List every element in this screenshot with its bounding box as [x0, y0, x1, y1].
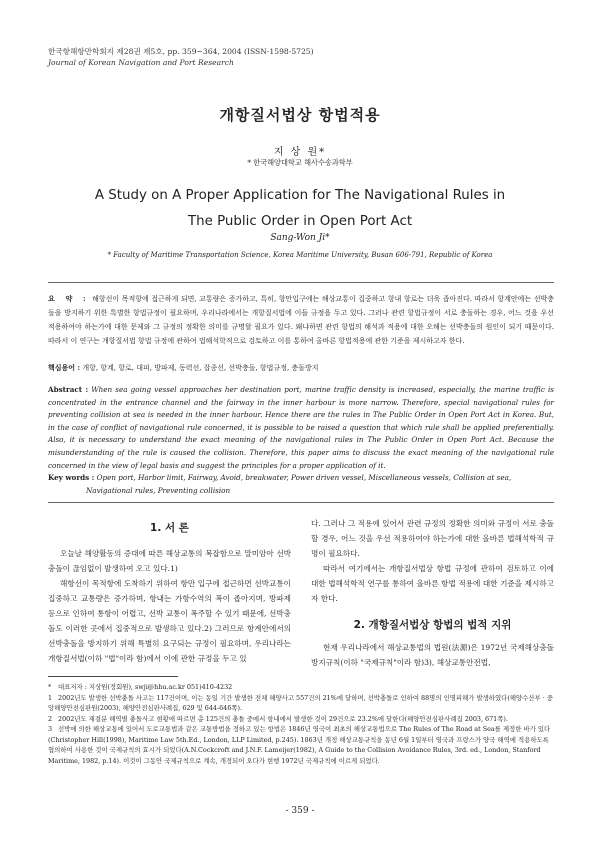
keywords-ko-text: 개항, 항계, 항로, 대피, 방파제, 동력선, 잡종선, 선박충돌, 항법규정, 충돌방지 — [82, 364, 319, 372]
footnote-author: * 대표저자 : 지상원(정회원), swji@hhu.ac.kr 051)410-4232 — [48, 683, 233, 691]
journal-header — [48, 46, 314, 68]
author-ko: 지 상 원* — [273, 147, 327, 158]
right-column-paragraph-1: 다. 그러나 그 적용에 있어서 관련 규정의 정확한 의미와 규정이 서로 충돌할 경우, 어느 것을 우선 적용하여야 하는가에 대한 올바른 법해석학적 규명이 필요하다. — [311, 519, 554, 558]
paper-title-en — [40, 183, 560, 235]
abstract-top-rule — [48, 282, 554, 283]
section-2-body — [311, 640, 554, 670]
abstract-ko — [48, 292, 554, 348]
abstract-bottom-rule — [48, 502, 554, 503]
right-column-paragraph-2: 따라서 여기에서는 개항질서법상 항법 규정에 관하여 검토하고 이에 대한 법해석학적 연구를 통하여 올바른 항법 적용에 대한 기준을 제시하고자 한다. — [311, 564, 554, 603]
affiliation-en: * Faculty of Maritime Transportation Science, Korea Maritime University, Busan 606-791, Republic of Korea — [107, 251, 493, 259]
abstract-en-label: Abstract : — [48, 385, 89, 394]
keywords-en — [48, 472, 554, 497]
left-column — [48, 546, 291, 666]
abstract-ko-text: 해항선이 목적항에 접근하게 되면, 교통량은 증가하고, 특히, 항만입구에는 해상교통이 집중하고 항내 항로는 더욱 좁아진다. 따라서 항계안에는 선박충돌을 방지하기 위한 특별한 항법규정이 필요하며, 우리나라에서는 개항질서법에 이들 규정을 두고 있다. 그러나 관련 항법규정이 서로 충돌하는 경우, 어느 것을 우선 적용하여야 하는가에 대한 문제와 그 규정의 정확한 의미를 규명할 필요가 있다. 왜냐하면 관련 항법의 해석과 적용에 대한 오해는 선박충돌의 원인이 되기 때문이다. 따라서 이 연구는 개항질서법 항법 규정에 관하여 법해석학적으로 검토하고 이를 통하여 올바른 항법적용에 관한 기준을 제시하고자 한다. — [48, 295, 554, 345]
keywords-en-line2: Navigational rules, Preventing collision — [86, 485, 231, 495]
footnote-1: 1 2002년도 발생한 선박충돌 사고는 117건이며, 이는 동일 기간 발생한 전체 해양사고 557건의 21%에 달하며, 선박충돌로 인하여 88명의 인명피해가 발생하였다(해양수산부 · 중앙해양안전심판원(2003), 해양안전심판사례집, 629 및 644-646쪽). — [48, 693, 553, 712]
abstract-ko-label: 요 약 : — [48, 294, 90, 303]
abstract-en-text: When sea going vessel approaches her destination port, marine traffic density is increased, especially, the marine traffic is concentrated in the entrance channel and the fairway in the inner harbour is more narrow. Therefore, special navigational rules for preventing collision at sea is needed in the inner harbour. Hence there are the rules in The Public Order in Open Port Act in Korea. But, in the case of conflict of navigational rule concerned, it is possible to be raised a question that which rule shall be applied preferentially. Also, it is necessary to understand the exact meaning of the navigational rules in The Public Order in Open Port Act. Because the misunderstanding of the rule is caused the collision. Therefore, this paper aims to discuss the exact meaning of the navigational rule concerned in the view of legal basis and suggest the principles for a proper application of it. — [48, 385, 554, 470]
section-1-heading: 1. 서 론 — [150, 522, 189, 534]
keywords-en-label: Key words : — [48, 473, 95, 482]
footnotes — [48, 682, 554, 766]
paper-title-ko: 개항질서법상 항법적용 — [219, 106, 381, 124]
journal-line-en: Journal of Korean Navigation and Port Research — [48, 58, 234, 67]
journal-line-ko: 한국항해항만학회지 제28권 제5호, pp. 359~364, 2004 (ISSN-1598-5725) — [48, 47, 314, 56]
keywords-ko-label: 핵심용어 : — [48, 363, 81, 372]
footnote-3: 3 선박에 의한 해상교통에 있어서 도로교통법과 같은 교통방법을 정하고 있는 항법은 1846년 영국이 최초의 해상교통법으로 The Rules of The Road at Sea를 제정한 바가 있다(Christopher Hill(1998), Maritime Law 5th.Ed., London, LLP Limited, p.245). 1863년 개정 해상교통규칙을 동년 6월 1일부터 영국과 프랑스가 양국 해역에 적용하도록 협의하여 사용한 것이 국제규칙의 효시가 되었다(A.N.Cockcroft and J.N.F. Lameijer(1982), A Guide to the Collision Avoidance Rules, 3rd. ed., London, Stanford Maritime, 1982, p.14). 이것이 그동안 국제규칙으로 계속, 개정되어 오다가 현행 1972년 국제규칙에 이르게 되었다. — [48, 725, 551, 765]
section-2-heading: 2. 개항질서법상 항법의 법적 지위 — [353, 619, 512, 631]
keywords-en-line1: Open port, Harbor limit, Fairway, Avoid, breakwater, Power driven vessel, Miscellaneous vessels, Collision at sea, — [96, 473, 512, 482]
abstract-en — [48, 384, 554, 472]
right-column — [311, 516, 554, 606]
paper-title-en-line2: The Public Order in Open Port Act — [187, 214, 413, 229]
section-1-paragraph-1: 오늘날 해양활동의 증대에 따른 해상교통의 복잡함으로 말미암아 선박충돌이 끊임없이 발생하여 오고 있다.1) — [48, 549, 291, 573]
affiliation-ko: * 한국해양대학교 해사수송과학부 — [247, 158, 353, 167]
author-en: Sang-Won Ji* — [270, 233, 330, 243]
keywords-ko — [48, 362, 554, 374]
section-1-paragraph-2: 해항선이 목적항에 도착하기 위하여 항만 입구에 접근하면 선박교통이 집중하고 교통량은 증가하며, 항내는 가항수역의 폭이 좁아지며, 방파제 등으로 인하여 통항이 어렵고, 선박 교통이 폭주할 수 있기 때문에, 선박충돌도 이러한 곳에서 집중적으로 발생하고 있다.2) 그러므로 항계안에서의 선박충돌을 방지하기 위해 특별히 요구되는 규정이 필요하며, 우리나라는 개항질서법(이하 "법"이라 함)에서 이에 관한 규정을 두고 있 — [48, 579, 291, 663]
footnote-rule — [48, 676, 178, 677]
paper-title-en-line1: A Study on A Proper Application for The Navigational Rules in — [94, 188, 506, 203]
footnote-2: 2 2002년도 재결분 해역별 충돌사고 현황에 따르면 총 125건의 충돌 중에서 항내에서 발생한 것이 29건으로 23.2%에 달한다(해양안전심판사례집 2003, 671쪽). — [48, 714, 508, 723]
section-2-paragraph-1: 현재 우리나라에서 해상교통법의 법원(法源)은 1972년 국제해상충돌방지규칙(이하 "국제규칙"이라 함)3), 해상교통안전법, — [311, 643, 554, 667]
page-number: - 359 - — [285, 806, 315, 816]
